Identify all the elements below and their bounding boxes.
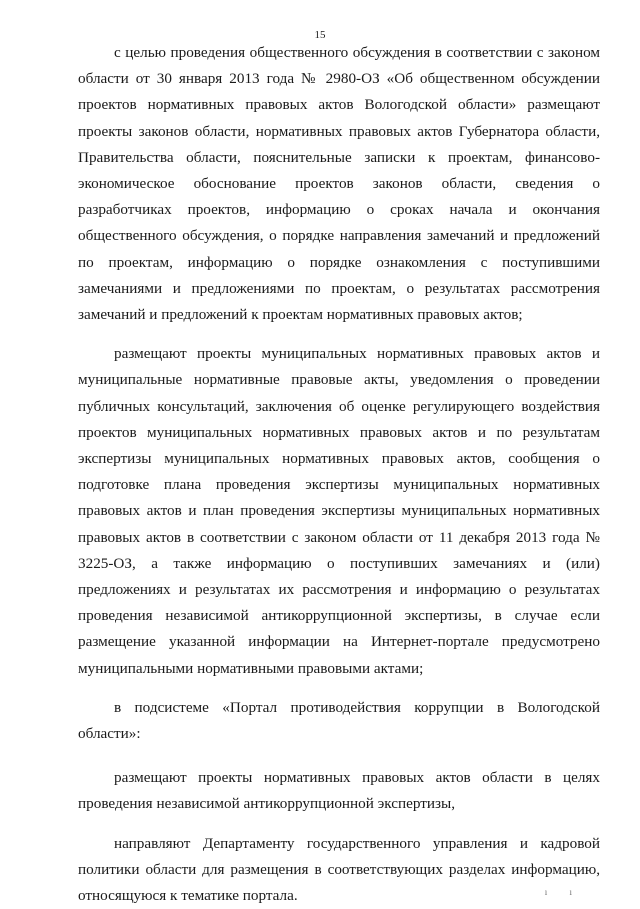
scan-marks: ı ı — [544, 887, 582, 897]
paragraph-public-discussion: с целью проведения общественного обсуждения в соответствии с законом области от 30 января 2013 года № 2980-ОЗ «Об общественном обсуждении проектов нормативных правовых актов Вологодской области» размещают проекты законов области, нормативных правовых актов Губернатора области, Правительства области, пояснительные записки к проектам, финансово-экономическое обоснование проектов законов области, сведения о разработчиках проектов, информацию о сроках начала и окончания общественного обсуждения, о порядке направления замечаний и предложений по проектам, информацию о порядке ознакомления с поступившими замечаниями и предложениями по проектам, о результатах рассмотрения замечаний и предложений к проектам нормативных правовых актов; — [78, 44, 600, 324]
document-body — [78, 40, 600, 909]
paragraph-municipal-acts: размещают проекты муниципальных нормативных правовых актов и муниципальные нормативные правовые акты, уведомления о проведении публичных консультаций, заключения об оценке регулирующего воздействия проектов муниципальных нормативных правовых актов и по результатам экспертизы муниципальных нормативных правовых актов, сообщения о подготовке плана проведения экспертизы муниципальных нормативных правовых актов и план проведения экспертизы муниципальных нормативных правовых актов в соответствии с законом области от 11 декабря 2013 года № 3225-ОЗ, а также информацию о поступивших замечаниях и (или) предложениях и результатах их рассмотрения и информацию о результатах проведения независимой антикоррупционной экспертизы, в случае если размещение указанной информации на Интернет-портале предусмотрено муниципальными нормативными правовыми актами; — [78, 345, 600, 677]
page-number: 15 — [314, 29, 326, 41]
paragraph-independent-expertise: размещают проекты нормативных правовых актов области в целях проведения независимой антикоррупционной экспертизы, — [78, 769, 600, 813]
paragraph-department-info: направляют Департаменту государственного управления и кадровой политики области для размещения в соответствующих разделах информацию, относящуюся к тематике портала. — [78, 834, 600, 905]
paragraph-anticorruption-portal: в подсистеме «Портал противодействия коррупции в Вологодской области»: — [78, 698, 600, 743]
